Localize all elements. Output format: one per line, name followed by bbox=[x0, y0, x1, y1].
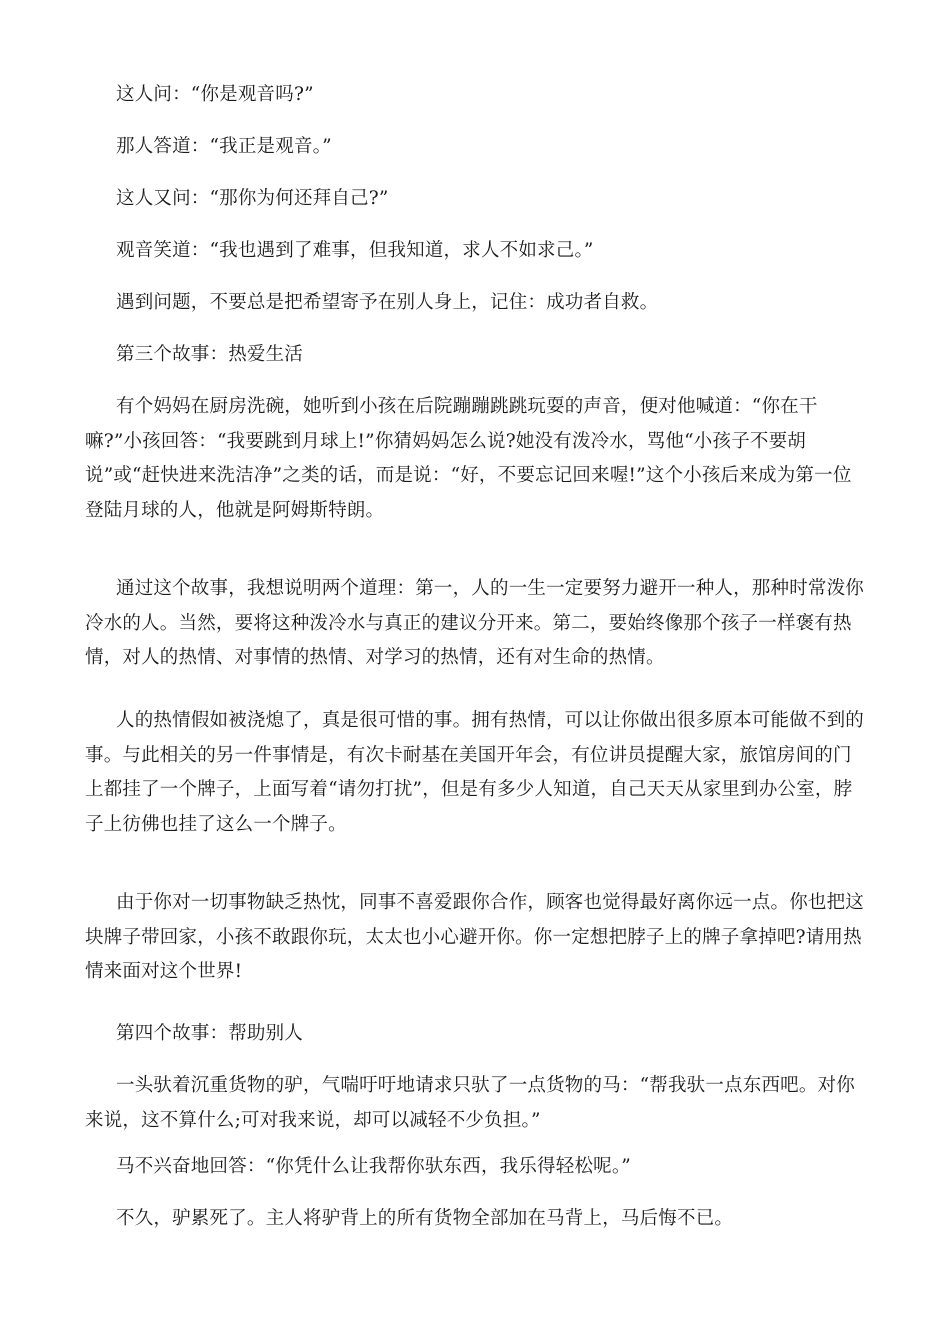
paragraph-dialogue-4: 观音笑道：“我也遇到了难事，但我知道，求人不如求己。” bbox=[116, 240, 594, 261]
paragraph-story-3: 有个妈妈在厨房洗碗，她听到小孩在后院蹦蹦跳跳玩耍的声音，便对他喊道：“你在干嘛?”小孩回答：“我要跳到月球上!”你猜妈妈怎么说?她没有泼冷水，骂他“小孩子不要胡说”或“赶快进来洗洁净”之类的话，而是说：“好，不要忘记回来喔!”这个小孩后来成为第一位登陆月球的人，他就是阿姆斯特朗。 bbox=[85, 396, 852, 521]
section-heading-story-4: 第四个故事：帮助别人 bbox=[116, 1023, 304, 1044]
paragraph-dialogue-2: 那人答道：“我正是观音。” bbox=[116, 136, 332, 157]
paragraph-dialogue-3: 这人又问：“那你为何还拜自己?” bbox=[116, 188, 389, 209]
paragraph-lesson-2: 人的热情假如被浇熄了，真是很可惜的事。拥有热情，可以让你做出很多原本可能做不到的事。与此相关的另一件事情是，有次卡耐基在美国开年会，有位讲员提醒大家，旅馆房间的门上都挂了一个牌子，上面写着“请勿打扰”，但是有多少人知道，自己天天从家里到办公室，脖子上彷佛也挂了这么一个牌子。 bbox=[85, 710, 865, 835]
paragraph-story-4: 一头驮着沉重货物的驴，气喘吁吁地请求只驮了一点货物的马：“帮我驮一点东西吧。对你来说，这不算什么;可对我来说，却可以减轻不少负担。” bbox=[85, 1075, 855, 1131]
paragraph-lesson-1: 通过这个故事，我想说明两个道理：第一，人的一生一定要努力避开一种人，那种时常泼你冷水的人。当然，要将这种泼冷水与真正的建议分开来。第二，要始终像那个孩子一样褒有热情，对人的热情、对事情的热情、对学习的热情，还有对生命的热情。 bbox=[85, 578, 865, 668]
paragraph-moral-1: 遇到问题，不要总是把希望寄予在别人身上，记住：成功者自救。 bbox=[116, 292, 659, 313]
paragraph-dialogue-1: 这人问：“你是观音吗?” bbox=[116, 84, 314, 105]
paragraph-ending: 不久，驴累死了。主人将驴背上的所有货物全部加在马背上，马后悔不已。 bbox=[116, 1208, 734, 1229]
section-heading-story-3: 第三个故事：热爱生活 bbox=[116, 344, 304, 365]
paragraph-lesson-3: 由于你对一切事物缺乏热忱，同事不喜爱跟你合作，顾客也觉得最好离你远一点。你也把这块牌子带回家，小孩不敢跟你玩，太太也小心避开你。你一定想把脖子上的牌子拿掉吧?请用热情来面对这个世界! bbox=[85, 892, 865, 982]
paragraph-horse-reply: 马不兴奋地回答：“你凭什么让我帮你驮东西，我乐得轻松呢。” bbox=[116, 1156, 631, 1177]
